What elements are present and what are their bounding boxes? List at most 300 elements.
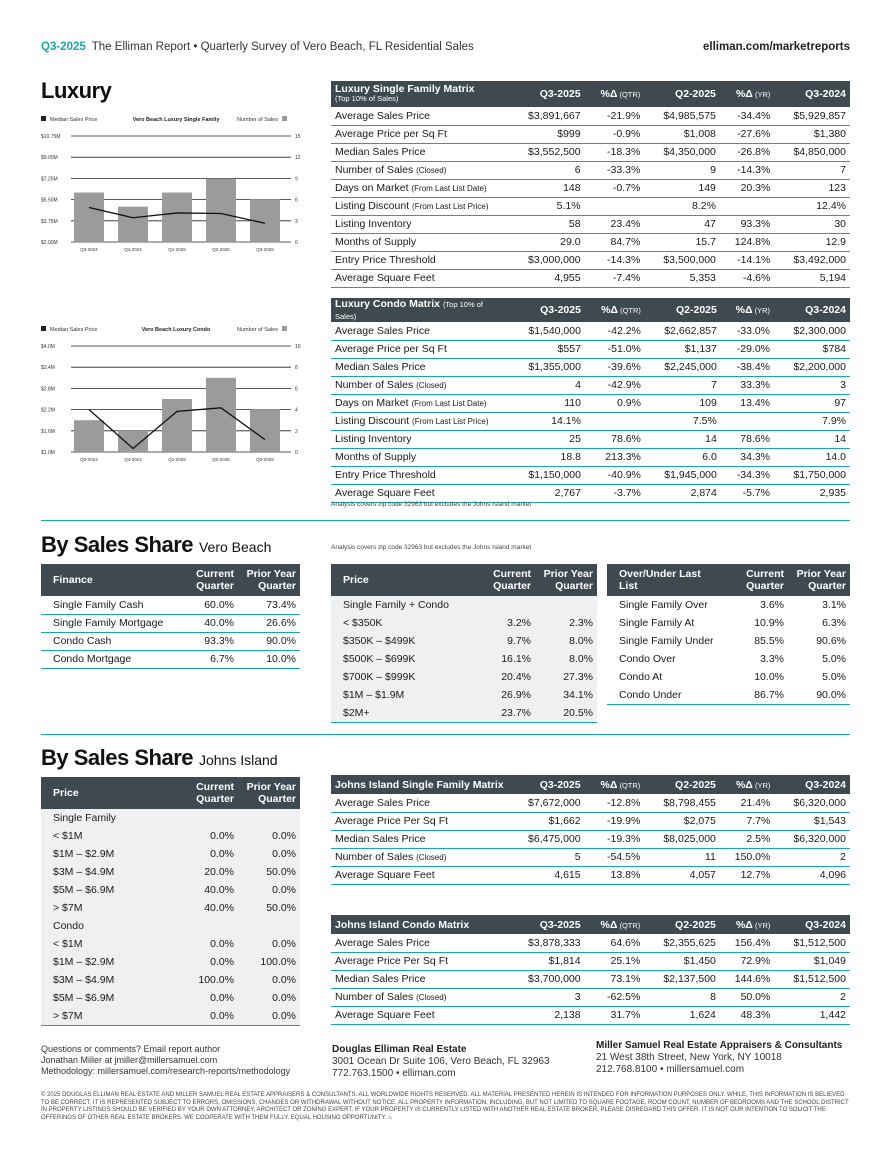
value-cell: -5.7% [721, 484, 774, 502]
row-label [331, 143, 509, 161]
value-cell: $4,350,000 [644, 143, 720, 161]
value-cell: $4,850,000 [774, 143, 850, 161]
value-cell: 72.9% [720, 952, 774, 970]
col-yr-label: (YR) [752, 306, 771, 315]
row-label-text: Median Sales Price [335, 146, 426, 158]
share-row-label: Condo Over [619, 653, 676, 665]
table-row [331, 704, 597, 722]
table-row [331, 632, 597, 650]
value-cell: 50.0% [720, 988, 774, 1006]
share-value: 8.0% [535, 650, 597, 668]
share-col-header: Prior Year Quarter [788, 564, 850, 596]
row-label-text: Average Price per Sq Ft [335, 128, 447, 140]
share-row-label: Condo Cash [41, 632, 176, 650]
share-row-label: $5M – $6.9M [41, 989, 176, 1007]
footer-author-email[interactable]: Jonathan Miller at jmiller@millersamuel.com [41, 1055, 218, 1065]
value-cell: $1,662 [509, 812, 585, 830]
row-label-text: Entry Price Threshold [335, 254, 436, 266]
col-qtr-change [585, 915, 645, 934]
row-label [331, 358, 509, 376]
legend-right: Number of Sales [237, 117, 278, 123]
ji-share-heading [41, 745, 278, 771]
share-value: 20.0% [176, 863, 238, 881]
table-row [41, 899, 300, 917]
value-cell: 13.4% [721, 394, 774, 412]
value-cell: 149 [644, 179, 720, 197]
row-label-text: Average Price Per Sq Ft [335, 955, 449, 967]
table-row [331, 269, 850, 287]
value-cell: $784 [774, 340, 850, 358]
row-label-note: (From Last List Date) [411, 184, 487, 193]
over-under-table [607, 564, 850, 705]
value-cell: $1,355,000 [509, 358, 585, 376]
value-cell: 123 [774, 179, 850, 197]
share-col-header: Finance [41, 564, 176, 596]
ji-share-area: Johns Island [198, 752, 278, 768]
header-quarter: Q3-2025 [41, 41, 86, 53]
row-label [331, 866, 509, 884]
share-col-header: Current Quarter [726, 564, 788, 596]
value-cell: $1,008 [644, 125, 720, 143]
col-qtr-delta: %Δ [600, 88, 618, 100]
share-value: 100.0% [176, 971, 238, 989]
value-cell: 21.4% [720, 794, 774, 812]
share-value: 6.3% [822, 617, 846, 629]
share-value: 0.0% [238, 989, 300, 1007]
y-tick-right: 15 [295, 134, 301, 140]
luxury-sf-matrix [331, 81, 850, 288]
row-label [331, 215, 509, 233]
table-row [331, 179, 850, 197]
sf-chart [41, 112, 303, 262]
share-value: 23.7% [473, 704, 535, 722]
row-label-text: Number of Sales [335, 164, 414, 176]
value-cell: $1,450 [644, 952, 720, 970]
matrix-header-row [331, 775, 850, 794]
table-row [607, 614, 850, 632]
value-cell: 20.3% [720, 179, 774, 197]
report-header [41, 41, 474, 53]
share-value: 0.0% [238, 845, 300, 863]
share-value: 90.6% [816, 635, 846, 647]
value-cell: $3,500,000 [644, 251, 720, 269]
share-value: 0.0% [238, 935, 300, 953]
value-cell: -33.0% [721, 322, 774, 340]
share-value: 6.7% [176, 650, 238, 668]
value-cell: -39.6% [585, 358, 645, 376]
value-cell: 1,624 [644, 1006, 720, 1024]
y-tick-right: 2 [295, 428, 298, 435]
row-label-text: Days on Market [335, 182, 409, 194]
value-cell: $1,543 [774, 812, 850, 830]
x-tick: Q2-2025 [212, 247, 230, 252]
vb-share-area: Vero Beach [198, 539, 272, 555]
header-url[interactable]: elliman.com/marketreports [702, 41, 850, 53]
row-label [331, 322, 509, 340]
value-cell: 73.1% [585, 970, 645, 988]
legend-bar-swatch [282, 326, 287, 331]
vb-share-title: By Sales Share [41, 532, 193, 557]
share-row-label: $1M – $2.9M [41, 953, 176, 971]
matrix-title-text: Luxury Single Family Matrix [335, 83, 475, 95]
value-cell: $1,814 [509, 952, 585, 970]
col-yr-change [720, 775, 774, 794]
value-cell: 2,767 [509, 484, 585, 502]
col-q3-2025: Q3-2025 [509, 298, 585, 322]
value-cell: 30 [774, 215, 850, 233]
value-cell: -21.9% [585, 107, 645, 125]
row-label-text: Listing Discount [335, 200, 410, 212]
table-row [41, 632, 300, 650]
share-value: 3.1% [822, 599, 846, 611]
y-tick-right: 3 [295, 218, 298, 225]
value-cell: 31.7% [585, 1006, 645, 1024]
value-cell: 25 [509, 430, 585, 448]
col-yr-label: (YR) [752, 920, 771, 930]
col-q2-2025: Q2-2025 [644, 775, 720, 794]
value-cell: $2,137,500 [644, 970, 720, 988]
matrix-title [331, 915, 509, 934]
share-row-label: Single Family Cash [41, 596, 176, 614]
col-yr-delta: %Δ [735, 88, 753, 100]
row-label [331, 125, 509, 143]
footer-questions: Questions or comments? Email report author [41, 1044, 221, 1054]
table-row [331, 484, 850, 502]
value-cell: -54.5% [585, 848, 645, 866]
value-cell: $6,320,000 [774, 830, 850, 848]
share-row-label: < $1M [41, 827, 176, 845]
col-q2-2025: Q2-2025 [644, 915, 720, 934]
share-value: 0.0% [176, 827, 238, 845]
share-value: 10.0% [238, 650, 300, 668]
value-cell: 124.8% [720, 233, 774, 251]
share-row-label: $2M+ [331, 704, 473, 722]
value-cell: $999 [509, 125, 585, 143]
empty-cell [176, 809, 238, 827]
col-yr-change [720, 81, 774, 107]
value-cell: $1,512,500 [774, 970, 850, 988]
condo-note: Analysis covers zip code 32963 but excludes the Johns Island market [331, 501, 532, 508]
value-cell: 12.7% [720, 866, 774, 884]
table-row [331, 952, 850, 970]
share-value: 26.9% [473, 686, 535, 704]
footer-de-contact[interactable]: 772.763.1500 • elliman.com [332, 1068, 456, 1079]
row-label-note: (Closed) [416, 853, 447, 862]
value-cell: -29.0% [721, 340, 774, 358]
bar-mark [74, 193, 104, 242]
row-label-text: Number of Sales [335, 991, 414, 1003]
table-row [331, 197, 850, 215]
share-col-header: Price [331, 564, 473, 596]
row-label-text: Listing Inventory [335, 433, 412, 445]
share-col-header: Prior Year Quarter [238, 777, 300, 809]
value-cell: $8,798,455 [644, 794, 720, 812]
share-value: 0.0% [176, 989, 238, 1007]
table-row [331, 650, 597, 668]
row-label-text: Average Square Feet [335, 869, 435, 881]
share-value: 40.0% [176, 614, 238, 632]
share-col-header: Price [41, 777, 176, 809]
matrix-header-row [331, 298, 850, 322]
col-qtr-change [585, 775, 645, 794]
value-cell: -34.4% [720, 107, 774, 125]
row-label-note: (Closed) [416, 381, 447, 390]
share-row-label: < $1M [41, 935, 176, 953]
value-cell: 23.4% [585, 215, 645, 233]
table-row [331, 1006, 850, 1024]
value-cell: -3.7% [585, 484, 645, 502]
col-q3-2025: Q3-2025 [509, 81, 585, 107]
ji-sf-matrix [331, 775, 850, 885]
row-label [331, 251, 509, 269]
row-label-note: (Closed) [416, 993, 447, 1002]
table-row [41, 863, 300, 881]
share-row-label: < $350K [331, 614, 473, 632]
matrix-title-text: Johns Island Condo Matrix [335, 918, 470, 931]
share-value: 60.0% [176, 596, 238, 614]
row-label-text: Entry Price Threshold [335, 469, 436, 481]
row-label [331, 376, 509, 394]
value-cell: -18.3% [585, 143, 645, 161]
share-row-label: $500K – $699K [331, 650, 473, 668]
x-tick: Q3-2024 [80, 457, 98, 462]
col-qtr-delta: %Δ [600, 918, 618, 931]
value-cell: 58 [509, 215, 585, 233]
col-yr-label: (YR) [752, 90, 771, 99]
y-tick-left: $2.00M [41, 240, 58, 246]
y-tick-right: 0 [295, 240, 298, 246]
x-tick: Q3-2025 [256, 247, 274, 252]
footer-ms-addr: 21 West 38th Street, New York, NY 10018 [596, 1052, 782, 1063]
col-qtr-label: (QTR) [617, 780, 641, 790]
row-label [331, 394, 509, 412]
value-cell [585, 197, 645, 215]
table-row [331, 466, 850, 484]
value-cell: -42.2% [585, 322, 645, 340]
share-row-label: Condo Under [607, 686, 726, 704]
value-cell: $2,355,625 [644, 934, 720, 952]
share-header-row [607, 564, 850, 596]
share-value: 20.4% [473, 668, 535, 686]
col-yr-change [721, 298, 774, 322]
vb-note: Analysis covers zip code 32963 but excludes the Johns Island market [331, 544, 532, 551]
row-label [331, 448, 509, 466]
value-cell: -26.8% [720, 143, 774, 161]
row-label-text: Listing Inventory [335, 218, 412, 230]
value-cell: $1,540,000 [509, 322, 585, 340]
value-cell [721, 412, 774, 430]
value-cell: -0.9% [585, 125, 645, 143]
value-cell: 93.3% [720, 215, 774, 233]
y-tick-right: 9 [295, 176, 298, 183]
legend-left: Median Sales Price [50, 117, 98, 123]
table-row [607, 596, 850, 614]
col-q3-2024: Q3-2024 [774, 81, 850, 107]
col-yr-delta: %Δ [735, 918, 753, 931]
footer-ms-contact[interactable]: 212.768.8100 • millersamuel.com [596, 1064, 745, 1075]
value-cell: 7.5% [645, 412, 721, 430]
table-row [331, 233, 850, 251]
share-value: 0.0% [176, 845, 238, 863]
table-row [41, 1007, 300, 1025]
value-cell: $2,075 [644, 812, 720, 830]
row-label [331, 197, 509, 215]
row-label [331, 179, 509, 197]
col-q3-2024: Q3-2024 [774, 775, 850, 794]
row-label [331, 161, 509, 179]
row-label-text: Average Sales Price [335, 109, 430, 122]
y-tick-right: 6 [295, 386, 298, 393]
table-row [331, 686, 597, 704]
legend-line-swatch [41, 116, 46, 121]
row-label-text: Average Sales Price [335, 324, 430, 337]
footer-methodology[interactable]: Methodology: millersamuel.com/research-reports/methodology [41, 1066, 291, 1076]
y-tick-left: $2.8M [41, 386, 55, 393]
share-value: 90.0% [788, 686, 850, 704]
share-row-label: Single Family Mortgage [41, 614, 176, 632]
value-cell: $7,672,000 [509, 794, 585, 812]
y-tick-right: 10 [295, 344, 301, 350]
share-value: 50.0% [238, 899, 300, 917]
share-value: 5.0% [822, 653, 846, 665]
share-value: 3.6% [760, 599, 784, 611]
share-value: 10.9% [754, 617, 784, 629]
row-label [331, 812, 509, 830]
y-tick-left: $5.50M [41, 197, 58, 204]
table-row [331, 614, 597, 632]
share-value: 0.0% [176, 953, 238, 971]
value-cell: 2 [774, 988, 850, 1006]
value-cell: -14.1% [720, 251, 774, 269]
value-cell: -34.3% [721, 466, 774, 484]
section-rule [41, 520, 850, 521]
value-cell: -14.3% [585, 251, 645, 269]
col-q2-2025: Q2-2025 [644, 81, 720, 107]
row-label [331, 794, 509, 812]
y-tick-right: 8 [295, 365, 298, 372]
share-group-label: Condo [41, 917, 176, 935]
table-row [331, 988, 850, 1006]
share-row-label: > $7M [41, 899, 176, 917]
share-value: 26.6% [238, 614, 300, 632]
col-q2-2025: Q2-2025 [645, 298, 721, 322]
value-cell: -51.0% [585, 340, 645, 358]
value-cell: $3,878,333 [509, 934, 585, 952]
value-cell: 64.6% [585, 934, 645, 952]
row-label [331, 1006, 509, 1024]
vb-share-heading [41, 532, 271, 558]
table-row [331, 794, 850, 812]
matrix-header-row [331, 915, 850, 934]
value-cell: 7 [774, 161, 850, 179]
share-value: 16.1% [473, 650, 535, 668]
share-value: 10.0% [754, 671, 784, 683]
value-cell: -4.6% [720, 269, 774, 287]
share-group-row [41, 917, 300, 935]
x-tick: Q4-2024 [124, 247, 142, 252]
value-cell: 7 [645, 376, 721, 394]
table-row [41, 881, 300, 899]
value-cell: 4,096 [774, 866, 850, 884]
value-cell: 97 [774, 394, 850, 412]
share-value: 2.3% [535, 614, 597, 632]
table-row [41, 845, 300, 863]
row-label [331, 466, 509, 484]
value-cell: $6,320,000 [774, 794, 850, 812]
share-value: 40.0% [176, 899, 238, 917]
value-cell: 12.9 [774, 233, 850, 251]
table-row [41, 989, 300, 1007]
row-label-note: (From Last List Price) [412, 202, 489, 211]
row-label-text: Average Square Feet [335, 272, 435, 284]
share-value: 8.0% [535, 632, 597, 650]
value-cell [585, 412, 645, 430]
value-cell: -12.8% [585, 794, 645, 812]
x-tick: Q3-2025 [256, 457, 274, 462]
bar-mark [162, 399, 192, 452]
value-cell: $1,512,500 [774, 934, 850, 952]
share-group-label: Single Family [41, 809, 176, 827]
value-cell: -40.9% [585, 466, 645, 484]
bar-mark [74, 420, 104, 452]
empty-cell [535, 596, 597, 614]
value-cell: 14.1% [509, 412, 585, 430]
value-cell: 3 [509, 988, 585, 1006]
value-cell: 13.8% [585, 866, 645, 884]
footer-de-name: Douglas Elliman Real Estate [332, 1044, 467, 1055]
row-label-text: Average Square Feet [335, 1009, 435, 1021]
legend-right: Number of Sales [237, 327, 278, 333]
value-cell: $2,300,000 [774, 322, 850, 340]
share-row-label: Condo At [619, 671, 663, 683]
value-cell: 14 [774, 430, 850, 448]
share-value: 3.3% [760, 653, 784, 665]
share-value: 0.0% [238, 827, 300, 845]
empty-cell [238, 809, 300, 827]
y-tick-left: $2.2M [41, 407, 55, 414]
value-cell: $1,945,000 [645, 466, 721, 484]
y-tick-left: $7.25M [41, 176, 58, 183]
share-row-label: $3M – $4.9M [41, 863, 176, 881]
matrix-title [331, 81, 509, 107]
value-cell: 8 [644, 988, 720, 1006]
value-cell: 110 [509, 394, 585, 412]
vb-price-table [331, 564, 597, 723]
table-row [41, 596, 300, 614]
x-tick: Q4-2024 [124, 457, 142, 462]
table-row [331, 161, 850, 179]
value-cell: 2,874 [645, 484, 721, 502]
share-row-label: Condo Mortgage [41, 650, 176, 668]
empty-cell [473, 596, 535, 614]
luxury-condo-matrix [331, 298, 850, 503]
col-qtr-label: (QTR) [617, 306, 641, 315]
y-tick-right: 4 [295, 407, 298, 414]
table-row [331, 215, 850, 233]
bar-mark [250, 410, 280, 452]
y-tick-right: 0 [295, 450, 298, 456]
table-row [331, 125, 850, 143]
row-label-text: Median Sales Price [335, 361, 426, 373]
value-cell: -14.3% [720, 161, 774, 179]
x-tick: Q3-2024 [80, 247, 98, 252]
y-tick-left: $9.00M [41, 155, 58, 162]
value-cell: -19.9% [585, 812, 645, 830]
y-tick-left: $1.0M [41, 450, 55, 456]
row-label [331, 988, 509, 1006]
value-cell: $2,662,857 [645, 322, 721, 340]
table-row [331, 322, 850, 340]
